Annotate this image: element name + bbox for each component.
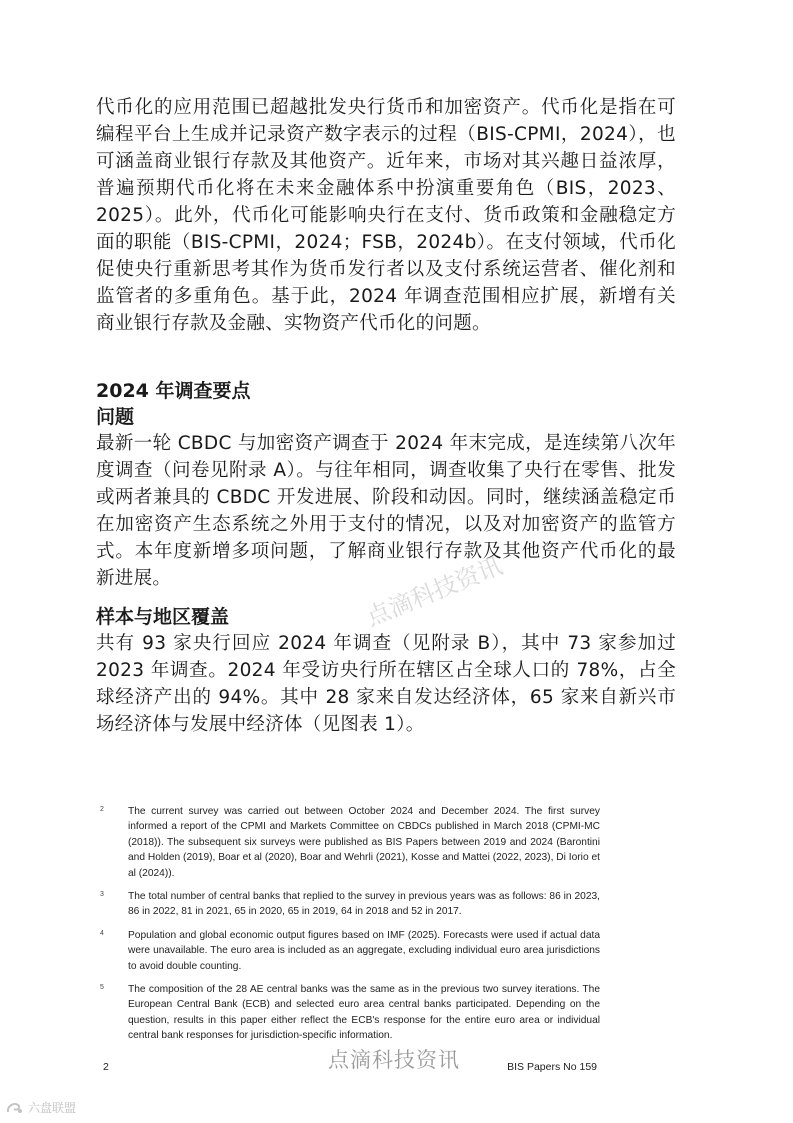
page-number: 2: [103, 1061, 109, 1073]
footnote-text: The total number of central banks that replied to the survey in previous years was as follows: 86 in 2023, 86 in 2022, 81 in 2021, 65 in 2020, 65 in 2019, 64 in 2018 and 52 in 2017.: [128, 891, 600, 918]
footnote-text: Population and global economic output figures based on IMF (2025). Forecasts were used if actual data were unavailable. The euro area is included as an aggregate, excluding individual euro area jurisdictions to avoid double counting.: [128, 929, 600, 972]
footnote: [100, 982, 600, 1044]
footnote-number: 3: [100, 891, 104, 899]
series-label: BIS Papers No 159: [507, 1061, 597, 1073]
footnote: [100, 889, 600, 920]
section-title: 2024 年调查要点: [96, 380, 251, 402]
corner-watermark-text: 六盘联盟: [28, 1101, 77, 1115]
swirl-logo-icon: [6, 1101, 24, 1115]
footnote-number: 2: [100, 806, 104, 813]
corner-watermark: [6, 1099, 76, 1116]
sample-heading: 样本与地区覆盖: [96, 606, 230, 628]
footnote-number: 4: [100, 929, 104, 937]
footnote-text: The current survey was carried out between October 2024 and December 2024. The first survey informed a report of the CPMI and Markets Committee on CBDCs published in March 2018 (CPMI-MC (2018)). The subsequent six surveys were published as BIS Papers between 2019 and 2024 (Barontini and Holden (2019), Boar et al (2020), Boar and Wehrli (2021), Kosse and Mattei (2022, 2023), Di Iorio et al (2024)).: [128, 806, 600, 879]
footnote-number: 5: [100, 984, 104, 992]
footnote-text: The composition of the 28 AE central banks was the same as in the previous two survey iterations. The European Central Bank (ECB) and selected euro area central banks participated. Depending on the question, results in this paper either reflect the ECB's response for the entire euro area or individual central bank responses for jurisdiction-specific information.: [128, 984, 600, 1042]
footnote: [100, 804, 600, 881]
intro-paragraph: 代币化的应用范围已超越批发央行货币和加密资产。代币化是指在可编程平台上生成并记录资产数字表示的过程（BIS-CPMI，2024），也可涵盖商业银行存款及其他资产。近年来，市场对其兴趣日益浓厚，普遍预期代币化将在未来金融体系中扮演重要角色（BIS，2023、2025）。此外，代币化可能影响央行在支付、货币政策和金融稳定方面的职能（BIS-CPMI，2024；FSB，2024b）。在支付领域，代币化促使央行重新思考其作为货币发行者以及支付系统运营者、催化剂和监管者的多重角色。基于此，2024 年调查范围相应扩展，新增有关商业银行存款及金融、实物资产代币化的问题。: [96, 97, 676, 334]
sample-paragraph: 共有 93 家央行回应 2024 年调查（见附录 B），其中 73 家参加过 2023 年调查。2024 年受访央行所在辖区占全球人口的 78%，占全球经济产出的 94%。其中 28 家来自发达经济体，65 家来自新兴市场经济体与发展中经济体（见图表 1）。: [96, 633, 676, 735]
questions-heading: 问题: [96, 406, 135, 428]
bottom-watermark: 点滴科技资讯: [328, 1048, 460, 1072]
diagonal-watermark: 点滴科技资讯: [362, 551, 507, 632]
footnote: [100, 928, 600, 974]
footnotes: [100, 804, 600, 1052]
questions-paragraph: 最新一轮 CBDC 与加密资产调查于 2024 年末完成，是连续第八次年度调查（问卷见附录 A）。与往年相同，调查收集了央行在零售、批发或两者兼具的 CBDC 开发进展、阶段和动因。同时，继续涵盖稳定币在加密资产生态系统之外用于支付的情况，以及对加密资产的监管方式。本年度新增多项问题，了解商业银行存款及其他资产代币化的最新进展。: [96, 433, 676, 589]
